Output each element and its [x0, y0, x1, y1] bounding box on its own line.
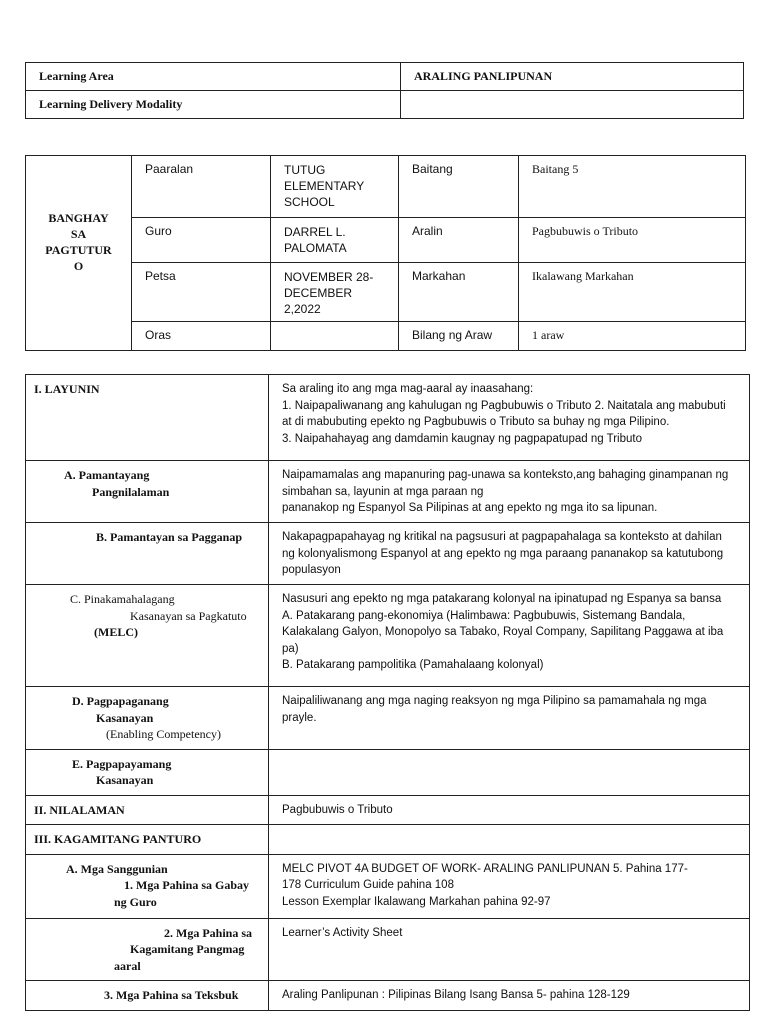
- learning-area-row: [26, 63, 744, 91]
- learning-delivery-modality-value: [401, 91, 744, 119]
- bilang-ng-araw-label: Bilang ng Araw: [399, 322, 519, 351]
- banghay-line: O: [73, 259, 84, 273]
- sanggunian-content: [269, 854, 750, 918]
- label-line: (Enabling Competency): [106, 727, 221, 741]
- paaralan-label: Paaralan: [132, 156, 271, 218]
- petsa-value-line: DECEMBER 2,2022: [284, 286, 353, 316]
- layunin-line: Sa araling ito ang mga mag-aaral ay inaasahang:: [282, 383, 534, 395]
- layunin-content: [269, 375, 750, 461]
- nilalaman-row: [26, 795, 750, 825]
- info-row-paaralan: [26, 156, 746, 218]
- label-line: Pangnilalaman: [92, 484, 170, 499]
- petsa-value: [271, 263, 399, 322]
- banghay-line: PAGTUTUR: [45, 243, 112, 257]
- learning-area-label: Learning Area: [26, 63, 401, 91]
- label-line: ng Guro: [114, 894, 157, 909]
- guro-value-line: DARREL L.: [284, 225, 346, 239]
- learning-area-value: ARALING PANLIPUNAN: [401, 63, 744, 91]
- layunin-label: I. LAYUNIN: [26, 375, 269, 461]
- content-line: 178 Curriculum Guide pahina 108: [282, 879, 454, 891]
- label-line: C. Pinakamahalagang: [70, 592, 175, 606]
- content-line: populasyon: [282, 564, 341, 576]
- label-line: 2. Mga Pahina sa: [164, 925, 253, 940]
- content-line: prayle.: [282, 711, 317, 724]
- label-line: Kasanayan sa Pagkatuto: [130, 608, 247, 623]
- pamantayang-pangnilalaman-row: [26, 461, 750, 523]
- learning-delivery-modality-label: Learning Delivery Modality: [26, 91, 401, 119]
- content-line: Lesson Exemplar Ikalawang Markahan pahina 92-97: [282, 895, 551, 908]
- banghay-line: SA: [70, 227, 87, 241]
- label-line: Kasanayan: [96, 710, 154, 725]
- paaralan-value-line: SCHOOL: [284, 195, 335, 209]
- melc-label: [26, 585, 269, 687]
- content-line: ng kolonyalismong Espanyol at ang epekto ng mga paraang pananakop sa katutubong: [282, 547, 724, 560]
- kagamitang-row: [26, 825, 750, 855]
- teksbuk-value: Araling Panlipunan : Pilipinas Bilang Isang Bansa 5- pahina 128-129: [269, 981, 750, 1011]
- melc-row: [26, 585, 750, 687]
- label-line: (MELC): [94, 625, 138, 639]
- pamantayan-pagganap-row: [26, 523, 750, 585]
- paaralan-value-line: TUTUG: [284, 163, 326, 177]
- pamantayang-pangnilalaman-label: [26, 461, 269, 523]
- layunin-line: at di mabubuting epekto ng Pagbubuwis o Tributo sa buhay ng mga Pilipino.: [282, 416, 670, 428]
- pamantayan-pagganap-label: [26, 523, 269, 585]
- pagpapayamang-content: [269, 749, 750, 795]
- layunin-line: 1. Naipapaliwanang ang kahulugan ng Pagbubuwis o Tributo 2. Naitatala ang mabubuti: [282, 399, 726, 412]
- oras-value: [271, 322, 399, 351]
- layunin-row: [26, 375, 750, 461]
- guro-value-line: PALOMATA: [284, 241, 347, 255]
- petsa-value-line: NOVEMBER 28-: [284, 270, 374, 284]
- paaralan-value: [271, 156, 399, 218]
- learning-area-table: [25, 62, 744, 119]
- info-row-petsa: [26, 263, 746, 322]
- content-line: Kalakalang Galyon, Monopolyo sa Tabako, Royal Company, Sapilitang Paggawa at iba: [282, 626, 724, 638]
- label-line: B. Pamantayan sa Pagganap: [96, 530, 243, 544]
- label-line: Kagamitang Pangmag: [130, 942, 245, 956]
- bilang-ng-araw-value: 1 araw: [519, 322, 746, 351]
- label-line: 3. Mga Pahina sa Teksbuk: [104, 988, 239, 1002]
- label-line: Kasanayan: [96, 773, 154, 787]
- baitang-label: Baitang: [399, 156, 519, 218]
- learning-delivery-modality-row: [26, 91, 744, 119]
- nilalaman-value: Pagbubuwis o Tributo: [269, 795, 750, 825]
- pagpapayamang-label: [26, 749, 269, 795]
- pagpapaganang-content: [269, 687, 750, 750]
- content-line: Naipaliliwanang ang mga naging reaksyon ng mga Pilipino sa pamamahala ng mga: [282, 695, 707, 707]
- content-line: Nakapagpapahayag ng kritikal na pagsusuri at pagpapahalaga sa konteksto at dahilan: [282, 531, 722, 543]
- content-line: B. Patakarang pampolitika (Pamahalaang kolonyal): [282, 659, 544, 671]
- paaralan-value-line: ELEMENTARY: [284, 179, 365, 193]
- nilalaman-label: II. NILALAMAN: [26, 795, 269, 825]
- oras-label: Oras: [132, 322, 271, 351]
- kagamitang-value: [269, 825, 750, 855]
- teksbuk-label: [26, 981, 269, 1011]
- markahan-label: Markahan: [399, 263, 519, 322]
- content-line: pananakop ng Espanyol Sa Pilipinas at ang epekto ng mga ito sa lipunan.: [282, 502, 658, 514]
- content-line: Naipamamalas ang mapanuring pag-unawa sa konteksto,ang bahaging ginampanan ng: [282, 469, 729, 481]
- content-line: Nasusuri ang epekto ng mga patakarang kolonyal na ipinatupad ng Espanya sa bansa: [282, 593, 722, 605]
- kagamitang-label: III. KAGAMITANG PANTURO: [26, 825, 269, 855]
- content-line: simbahan sa, layunin at mga paraan ng: [282, 485, 484, 498]
- melc-content: [269, 585, 750, 687]
- label-line: A. Pamantayang: [64, 468, 150, 482]
- label-line: A. Mga Sanggunian: [66, 861, 168, 876]
- lesson-info-table: [25, 155, 746, 351]
- content-line: pa): [282, 642, 299, 655]
- pamantayang-pangnilalaman-content: [269, 461, 750, 523]
- markahan-value: Ikalawang Markahan: [519, 263, 746, 322]
- info-row-oras: [26, 322, 746, 351]
- banghay-title: [26, 156, 132, 351]
- label-line: D. Pagpapaganang: [72, 694, 169, 708]
- guro-label: Guro: [132, 218, 271, 263]
- sanggunian-label: [26, 854, 269, 918]
- info-row-guro: [26, 218, 746, 263]
- pamantayan-pagganap-content: [269, 523, 750, 585]
- kagamitang-pangmag-label: [26, 918, 269, 981]
- teksbuk-row: [26, 981, 750, 1011]
- kagamitang-pangmag-value: Learner’s Activity Sheet: [269, 918, 750, 981]
- lesson-plan-table: [25, 374, 750, 1011]
- aralin-label: Aralin: [399, 218, 519, 263]
- pagpapaganang-row: [26, 687, 750, 750]
- guro-value: [271, 218, 399, 263]
- pagpapaganang-label: [26, 687, 269, 750]
- sanggunian-row: [26, 854, 750, 918]
- content-line: A. Patakarang pang-ekonomiya (Halimbawa: Pagbubuwis, Sistemang Bandala,: [282, 609, 686, 622]
- baitang-value: Baitang 5: [519, 156, 746, 218]
- label-line: 1. Mga Pahina sa Gabay: [124, 878, 250, 892]
- layunin-line: 3. Naipahahayag ang damdamin kaugnay ng pagpapatupad ng Tributo: [282, 432, 642, 445]
- kagamitang-pangmag-row: [26, 918, 750, 981]
- aralin-value: Pagbubuwis o Tributo: [519, 218, 746, 263]
- banghay-line: BANGHAY: [48, 211, 109, 225]
- content-line: MELC PIVOT 4A BUDGET OF WORK- ARALING PANLIPUNAN 5. Pahina 177-: [282, 862, 688, 875]
- petsa-label: Petsa: [132, 263, 271, 322]
- pagpapayamang-row: [26, 749, 750, 795]
- label-line: E. Pagpapayamang: [72, 756, 172, 771]
- label-line: aaral: [114, 958, 141, 973]
